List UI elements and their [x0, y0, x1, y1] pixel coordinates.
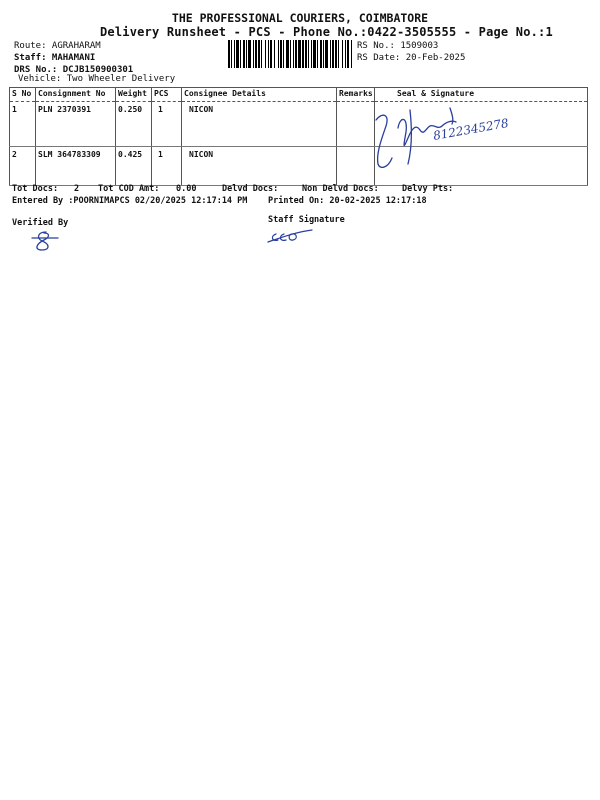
- handwritten-phone: 8122345278: [432, 115, 510, 143]
- col-header-sno: S No: [10, 88, 36, 102]
- staff-text: Staff: MAHAMANI: [14, 53, 96, 63]
- col-header-seal-signature: Seal & Signature: [375, 88, 588, 102]
- cell-consignee: NICON: [182, 147, 337, 186]
- handwritten-signature-image: [368, 98, 538, 178]
- delvd-docs-label: Delvd Docs:: [222, 184, 279, 194]
- cell-sno: 1: [10, 102, 36, 147]
- cell-consignee: NICON: [182, 102, 337, 147]
- route-text: Route: AGRAHARAM: [14, 41, 101, 51]
- cell-consignment: PLN 2370391: [36, 102, 116, 147]
- cell-pcs: 1: [152, 147, 182, 186]
- tot-docs-label: Tot Docs:: [12, 184, 59, 194]
- non-delvd-docs-label: Non Delvd Docs:: [302, 184, 379, 194]
- cell-weight: 0.425: [116, 147, 152, 186]
- tot-cod-label: Tot COD Amt:: [98, 184, 160, 194]
- rs-date: RS Date: 20-Feb-2025: [357, 53, 466, 63]
- entered-by: Entered By :POORNIMAPCS 02/20/2025 12:17:14 PM: [12, 196, 248, 206]
- col-header-consignment: Consignment No: [36, 88, 116, 102]
- cell-consignment: SLM 364783309: [36, 147, 116, 186]
- tot-cod-value: 0.00: [176, 184, 197, 194]
- rs-number: RS No.: 1509003: [357, 41, 439, 51]
- col-header-remarks: Remarks: [337, 88, 375, 102]
- col-header-consignee: Consignee Details: [182, 88, 337, 102]
- staff-signature-label: Staff Signature: [268, 215, 345, 225]
- delvy-pts-label: Delvy Pts:: [402, 184, 454, 194]
- printed-on: Printed On: 20-02-2025 12:17:18: [268, 196, 427, 206]
- company-title: THE PROFESSIONAL COURIERS, COIMBATORE: [171, 11, 429, 25]
- cell-pcs: 1: [152, 102, 182, 147]
- barcode-image: [228, 40, 352, 68]
- verified-by-signature-image: [28, 228, 62, 254]
- tot-docs-value: 2: [74, 184, 80, 194]
- drs-number: DRS No.: DCJB150900301: [14, 65, 134, 75]
- col-header-weight: Weight: [116, 88, 152, 102]
- col-header-pcs: PCS: [152, 88, 182, 102]
- runsheet-title: Delivery Runsheet - PCS - Phone No.:0422-3505555 - Page No.:1: [100, 25, 553, 39]
- cell-weight: 0.250: [116, 102, 152, 147]
- vehicle-text: Vehicle: Two Wheeler Delivery: [18, 74, 176, 84]
- verified-by-label: Verified By: [12, 218, 69, 228]
- staff-signature-image: [266, 224, 316, 246]
- cell-sno: 2: [10, 147, 36, 186]
